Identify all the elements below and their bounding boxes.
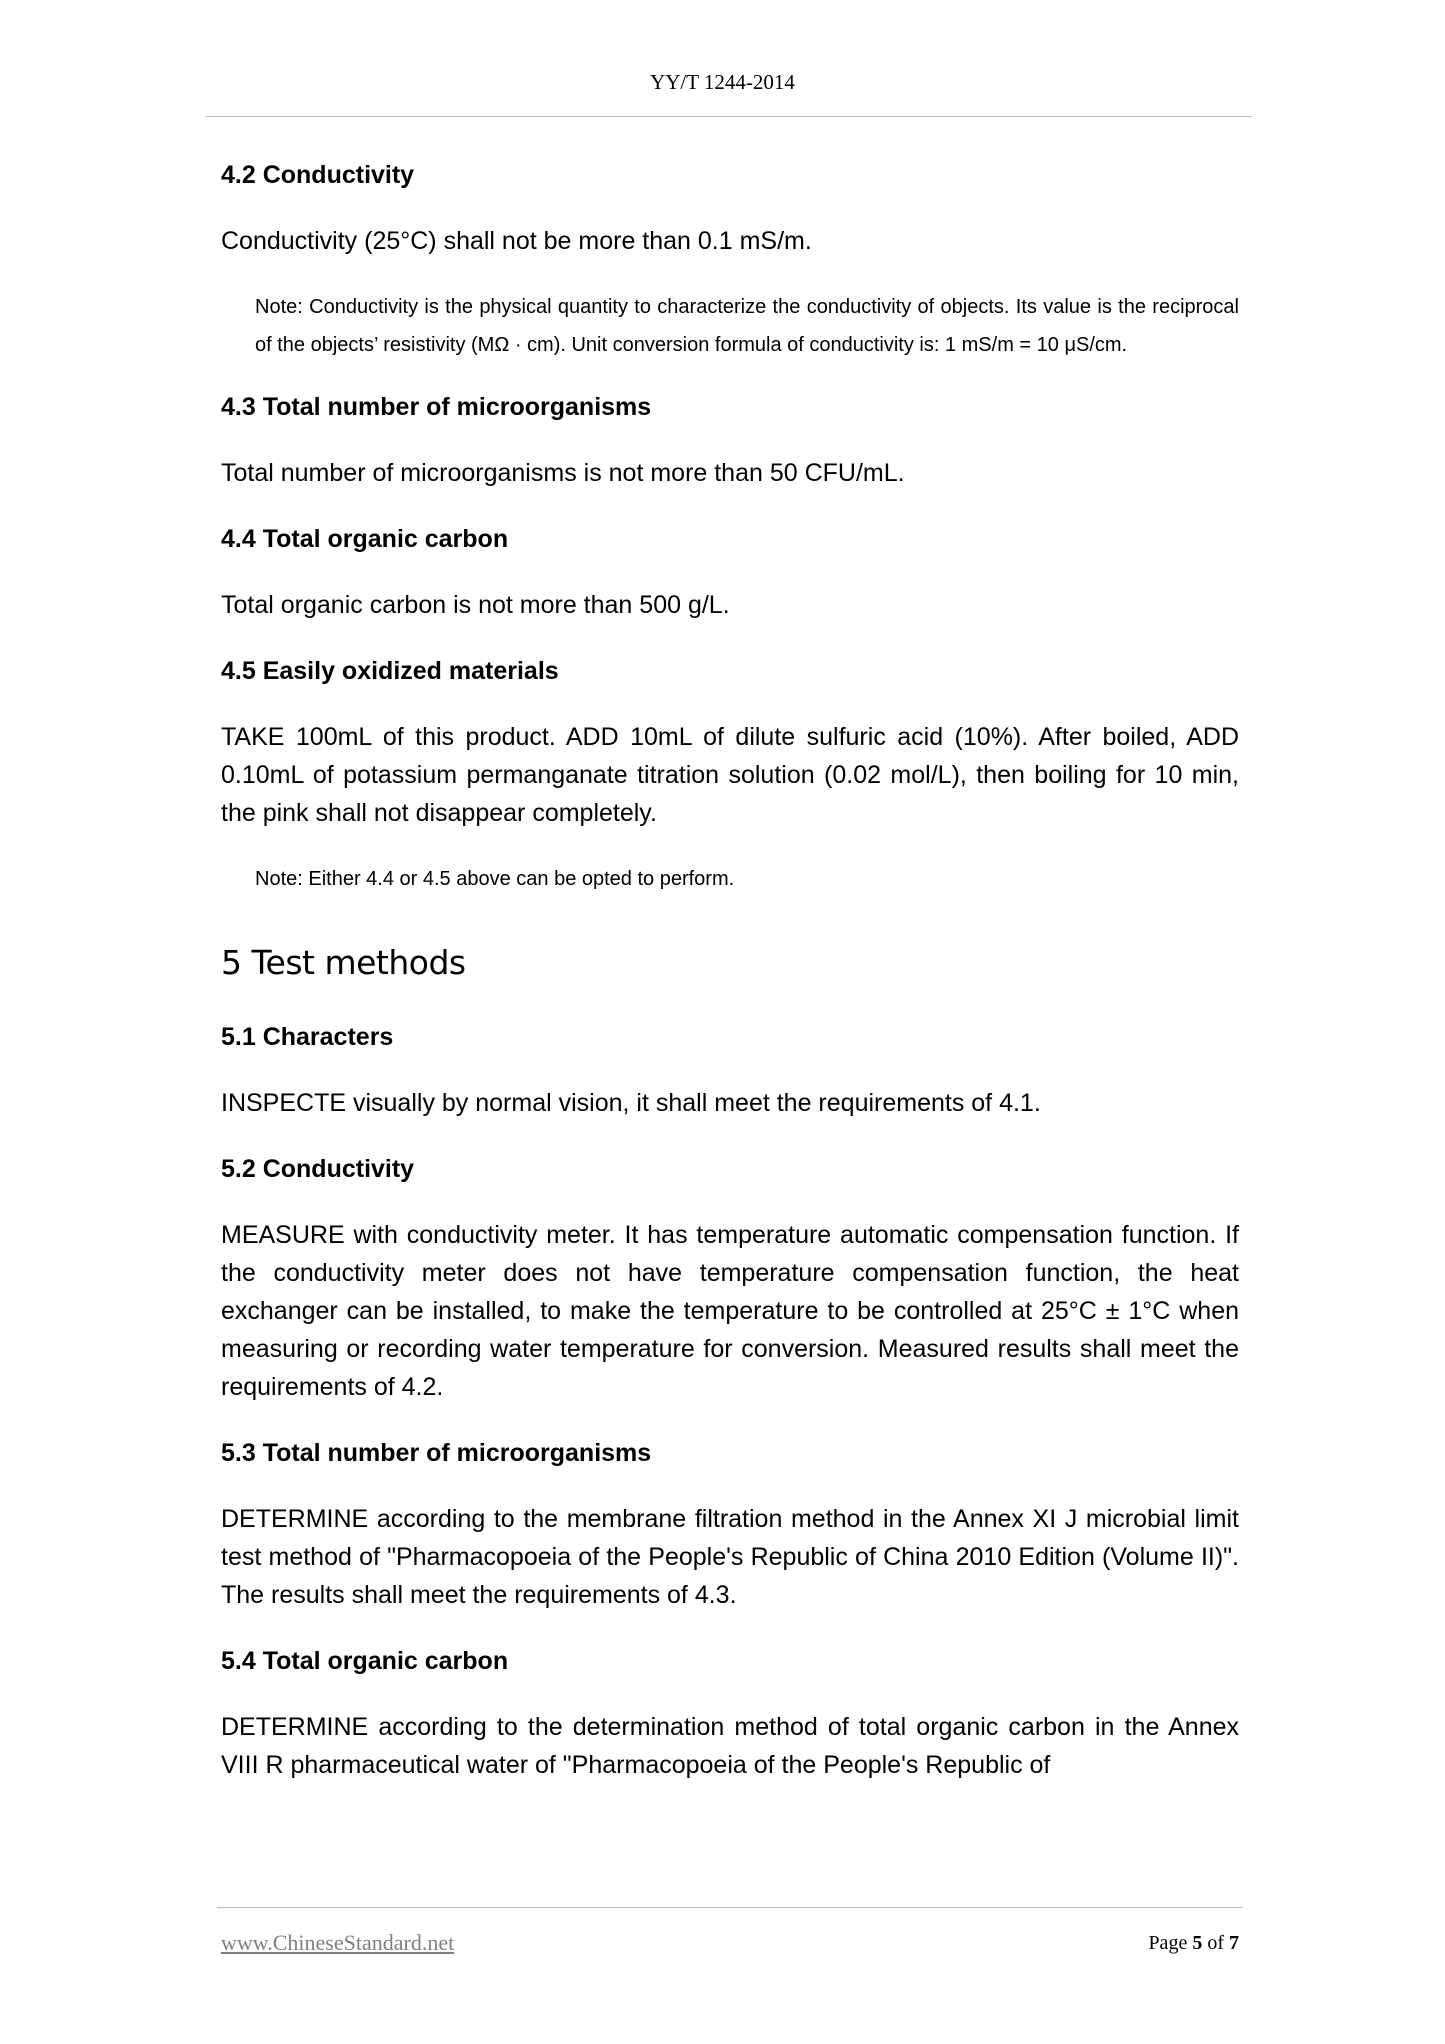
paragraph-4-5: TAKE 100mL of this product. ADD 10mL of dilute sulfuric acid (10%). After boiled, ADD 0.10mL of potassium permanganate titration solution (0.02 mol/L), then boiling for 10 min, the pink shall not disappear completely. bbox=[221, 723, 1239, 827]
paragraph-4-4: Total organic carbon is not more than 500 g/L. bbox=[221, 591, 730, 619]
paragraph-5-4: DETERMINE according to the determination method of total organic carbon in the Annex VIII R pharmaceutical water of "Pharmacopoeia of the People's Republic of bbox=[221, 1713, 1239, 1779]
footer-website-link[interactable]: www.ChineseStandard.net bbox=[221, 1930, 455, 1955]
heading-4-4: 4.4 Total organic carbon bbox=[221, 525, 509, 553]
heading-5-4: 5.4 Total organic carbon bbox=[221, 1647, 509, 1675]
page-total: 7 bbox=[1229, 1932, 1239, 1954]
heading-5-2: 5.2 Conductivity bbox=[221, 1155, 415, 1183]
heading-4-5: 4.5 Easily oxidized materials bbox=[221, 657, 559, 685]
page-separator: of bbox=[1202, 1932, 1229, 1954]
page-current: 5 bbox=[1192, 1932, 1203, 1954]
heading-5-3: 5.3 Total number of microorganisms bbox=[221, 1439, 652, 1467]
paragraph-4-2: Conductivity (25°C) shall not be more than 0.1 mS/m. bbox=[221, 227, 812, 255]
paragraph-5-2: MEASURE with conductivity meter. It has temperature automatic compensation function. If the conductivity meter does not have temperature compensation function, the heat exchanger can be installed, to make the temperature to be controlled at 25°C ± 1°C when measuring or recording water temperature for conversion. Measured results shall meet the requirements of 4.2. bbox=[221, 1221, 1239, 1401]
paragraph-5-3: DETERMINE according to the membrane filtration method in the Annex XI J microbial limit test method of "Pharmacopoeia of the People's Republic of China 2010 Edition (Volume II)". The results shall meet the requirements of 4.3. bbox=[221, 1505, 1239, 1609]
header-divider bbox=[206, 116, 1252, 117]
heading-4-3: 4.3 Total number of microorganisms bbox=[221, 393, 652, 421]
note-4-2: Note: Conductivity is the physical quantity to characterize the conductivity of objects. Its value is the reciprocal of the objects’ resistivity (MΩ · cm). Unit conversion formula of conductivity is: 1 mS/m = 10 μS/cm. bbox=[255, 296, 1239, 356]
heading-4-2: 4.2 Conductivity bbox=[221, 161, 415, 189]
chapter-heading-5: 5 Test methods bbox=[221, 943, 466, 982]
header-standard-code: YY/T 1244-2014 bbox=[650, 70, 795, 94]
paragraph-5-1: INSPECTE visually by normal vision, it shall meet the requirements of 4.1. bbox=[221, 1089, 1041, 1117]
page-content bbox=[221, 156, 1239, 1812]
paragraph-4-3: Total number of microorganisms is not more than 50 CFU/mL. bbox=[221, 459, 905, 487]
footer-divider bbox=[217, 1907, 1243, 1908]
heading-5-1: 5.1 Characters bbox=[221, 1023, 394, 1051]
footer-page-number bbox=[1148, 1932, 1239, 1955]
note-4-5: Note: Either 4.4 or 4.5 above can be opted to perform. bbox=[255, 868, 735, 890]
page-prefix: Page bbox=[1148, 1932, 1193, 1954]
